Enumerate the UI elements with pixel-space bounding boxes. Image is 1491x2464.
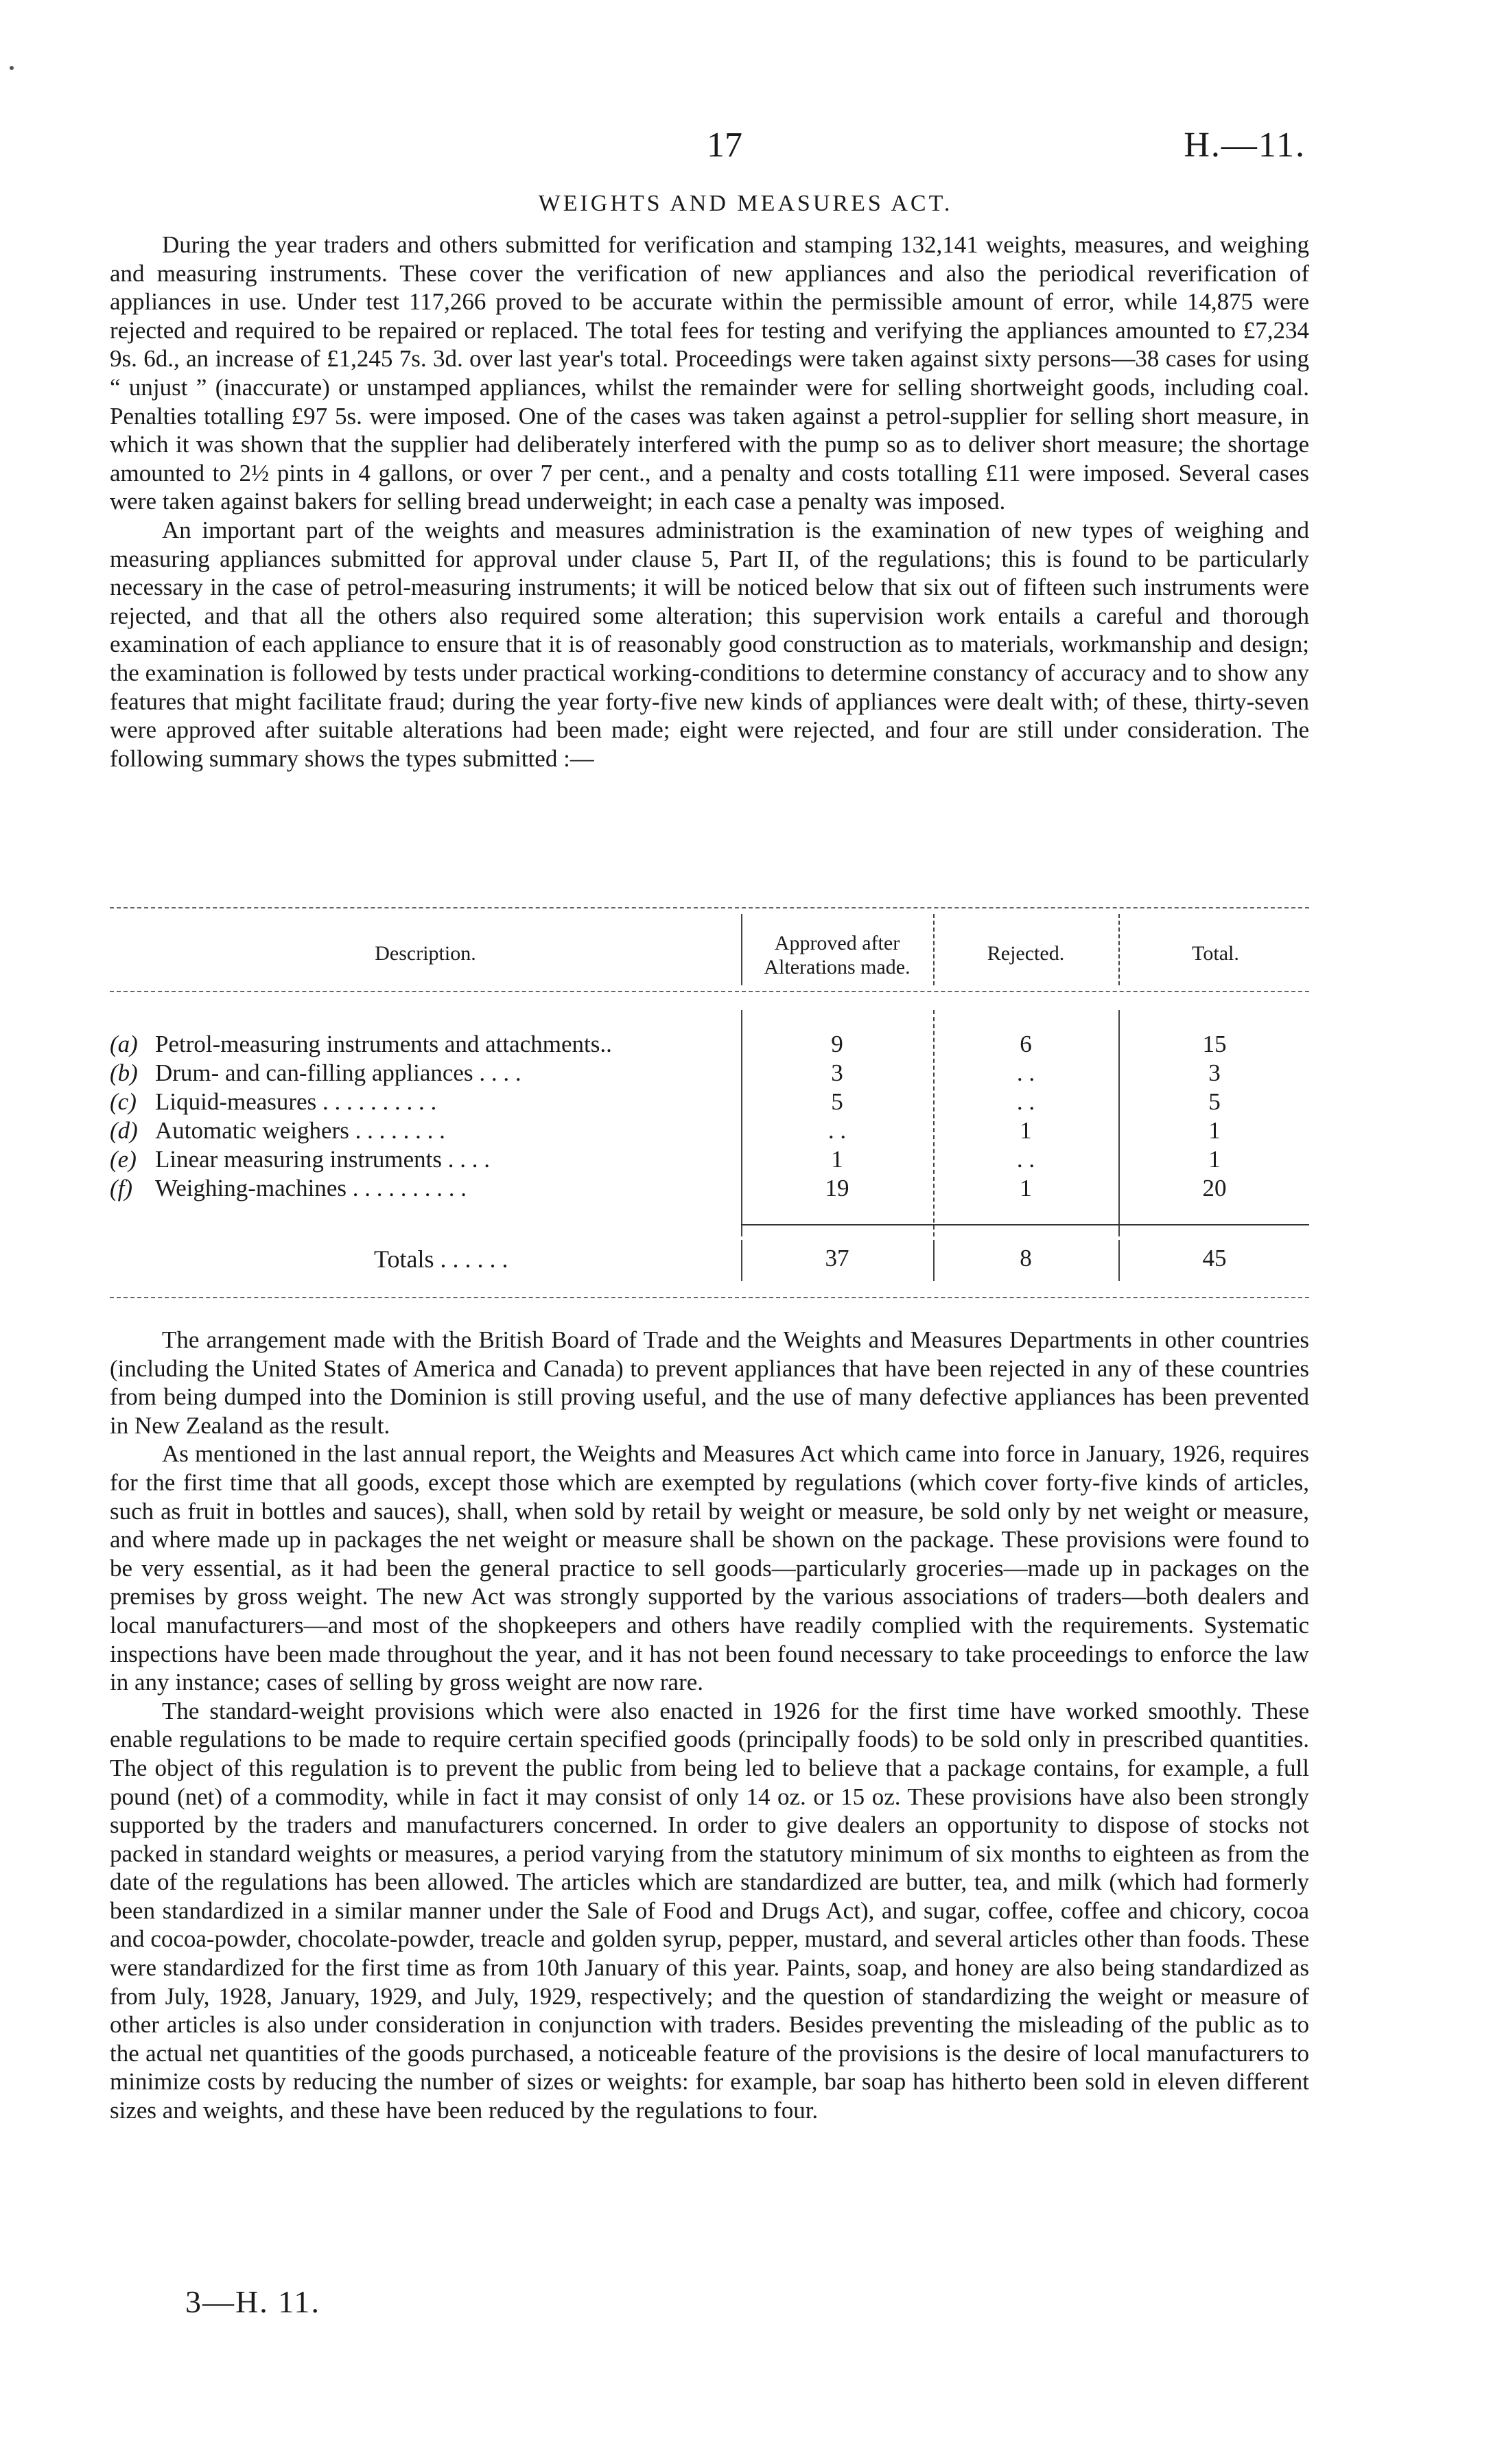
row-total: 3 (1208, 1059, 1221, 1086)
row-approved: 19 (825, 1175, 849, 1201)
paragraph: The standard-weight provisions which were also enacted in 1926 for the first time have worked smoothly. These enable regulations to be made to require certain specified goods (principally foods) to be sold only in prescribed quantities. The object of this regulation is to prevent the public from being led to believe that a package contains, for example, a full pound (net) of a commodity, while in fact it may consist of only 14 oz. or 15 oz. These provisions have also been strongly supported by the traders and manufacturers concerned. In order to give dealers an opportunity to dispose of stocks not packed in standard weights or measures, a period varying from the statutory minimum of six months to eighteen as from the date of the regulations has been allowed. The articles which are standardized are butter, tea, and milk (which had formerly been standardized in a similar manner under the Sale of Food and Drugs Act), and sugar, coffee, coffee and chicory, cocoa and cocoa-powder, chocolate-powder, treacle and golden syrup, pepper, mustard, and several articles other than foods. These were standardized for the first time as from 10th January of this year. Paints, soap, and honey are also being standardized as from July, 1928, January, 1929, and July, 1929, respectively; and the question of standardizing the weight or measure of other articles is also under consideration in conjunction with traders. Besides preventing the misleading of the public as to the actual net quantities of the goods purchased, a noticeable feature of the provisions is the desire of local manufacturers to minimize costs by reducing the number of sizes or weights: for example, bar soap has hitherto been sold in eleven different sizes and weights, and these have been reduced by the regulations to four. (110, 1697, 1309, 2124)
table-row (110, 1146, 1309, 1175)
row-total: 15 (1202, 1031, 1227, 1057)
body-text-top (110, 231, 1309, 773)
row-approved: 5 (831, 1088, 843, 1115)
row-rejected: 1 (1020, 1117, 1032, 1144)
totals-approved: 37 (825, 1245, 849, 1271)
row-description: Drum- and can-filling appliances . . . . (155, 1059, 521, 1086)
signature-mark: 3—H. 11. (185, 2284, 321, 2319)
row-approved: 1 (831, 1146, 843, 1173)
header-approved: Approved after Alterations made. (764, 932, 911, 978)
appliance-summary-table (110, 907, 1309, 1315)
table-bottom-rule (110, 1297, 1309, 1298)
row-description: Linear measuring instruments . . . . (155, 1146, 490, 1173)
paragraph: As mentioned in the last annual report, the Weights and Measures Act which came into force in January, 1926, requires for the first time that all goods, except those which are exempted by regulations (which cover forty-five kinds of articles, such as fruit in bottles and sauces), shall, when sold by retail by weight or measure, be sold only by net weight or measure, and where made up in packages the net weight or measure shall be shown on the package. These provisions were found to be very essential, as it had been the general practice to sell goods—particularly groceries—made up in packages on the premises by gross weight. The new Act was strongly supported by the various associations of traders—both dealers and local manufacturers—and most of the shopkeepers and others have readily complied with the requirements. Systematic inspections have been made throughout the year, and it has not been found necessary to take proceedings to enforce the law in any instance; cases of selling by gross weight are now rare. (110, 1440, 1309, 1696)
row-letter: (e) (110, 1146, 137, 1173)
totals-rejected: 8 (1020, 1245, 1032, 1271)
paragraph: During the year traders and others submitted for verification and stamping 132,141 weights, measures, and weighing and measuring instruments. These cover the verification of new appliances and also the periodical reverification of appliances in use. Under test 117,266 proved to be accurate within the permissible amount of error, while 14,875 were rejected and required to be repaired or replaced. The total fees for testing and verifying the appliances amounted to £7,234 9s. 6d., an increase of £1,245 7s. 3d. over last year's total. Proceedings were taken against sixty persons—38 cases for using “ unjust ” (inaccurate) or unstamped appliances, whilst the remainder were for selling shortweight goods, including coal. Penalties totalling £97 5s. were imposed. One of the cases was taken against a petrol-supplier for selling short measure, in which it was shown that the supplier had deliberately interfered with the pump so as to deliver short measure; the shortage amounted to 2½ pints in 4 gallons, or over 7 per cent., and a penalty and costs totalling £11 were imposed. Several cases were taken against bakers for selling bread underweight; in each case a penalty was imposed. (110, 231, 1309, 515)
row-rejected: 6 (1020, 1031, 1032, 1057)
row-rejected: 1 (1020, 1175, 1032, 1201)
totals-total: 45 (1202, 1245, 1227, 1271)
row-letter: (a) (110, 1031, 138, 1057)
row-total: 1 (1208, 1146, 1221, 1173)
document-reference: H.—11. (1184, 126, 1306, 165)
column-divider (741, 914, 742, 985)
paragraph: The arrangement made with the British Board of Trade and the Weights and Measures Departments in other countries (including the United States of America and Canada) to prevent appliances that have been rejected in any of these countries from being dumped into the Dominion is still proving useful, and the use of many defective appliances has been prevented in New Zealand as the result. (110, 1326, 1309, 1439)
row-description: Petrol-measuring instruments and attachments.. (155, 1031, 612, 1057)
column-divider (933, 914, 935, 985)
table-row (110, 1175, 1309, 1204)
table-row (110, 1059, 1309, 1088)
row-letter: (c) (110, 1088, 137, 1115)
totals-rule (741, 1224, 1309, 1225)
table-top-rule (110, 907, 1309, 908)
row-letter: (d) (110, 1117, 138, 1144)
row-rejected: . . (1016, 1059, 1035, 1086)
row-approved: 9 (831, 1031, 843, 1057)
table-row (110, 1088, 1309, 1117)
margin-speck (10, 66, 14, 70)
row-approved: . . (827, 1117, 847, 1144)
row-total: 1 (1208, 1117, 1221, 1144)
row-letter: (b) (110, 1059, 138, 1086)
header-total: Total. (1192, 942, 1239, 965)
row-approved: 3 (831, 1059, 843, 1086)
row-total: 20 (1202, 1175, 1227, 1201)
totals-row (110, 1245, 1309, 1274)
row-letter: (f) (110, 1175, 133, 1201)
header-bottom-rule (110, 991, 1309, 992)
paragraph: An important part of the weights and measures administration is the examination of new types of weighing and measuring appliances submitted for approval under clause 5, Part II, of the regulations; this is found to be particularly necessary in the case of petrol-measuring instruments; it will be noticed below that six out of fifteen such instruments were rejected, and that all the others also required some alteration; this supervision work entails a careful and thorough examination of each appliance to ensure that it is of reasonably good construction as to materials, workmanship and design; the examination is followed by tests under practical working-conditions to determine constancy of accuracy and to show any features that might facilitate fraud; during the year forty-five new kinds of appliances were dealt with; of these, thirty-seven were approved after suitable alterations had been made; eight were rejected, and four are still under consideration. The following summary shows the types submitted :— (110, 516, 1309, 772)
row-rejected: . . (1016, 1146, 1035, 1173)
totals-label: Totals . . . . . . (374, 1245, 508, 1273)
row-description: Automatic weighers . . . . . . . . (155, 1117, 445, 1144)
header-description: Description. (375, 942, 476, 965)
body-text-bottom (110, 1326, 1309, 2125)
row-description: Liquid-measures . . . . . . . . . . (155, 1088, 437, 1115)
section-title: WEIGHTS AND MEASURES ACT. (538, 191, 953, 216)
row-total: 5 (1208, 1088, 1221, 1115)
table-row (110, 1031, 1309, 1059)
page-header (0, 117, 1491, 172)
row-rejected: . . (1016, 1088, 1035, 1115)
column-divider (1118, 914, 1120, 985)
header-rejected: Rejected. (987, 942, 1065, 965)
page-number: 17 (707, 126, 742, 165)
table-row (110, 1117, 1309, 1146)
row-description: Weighing-machines . . . . . . . . . . (155, 1175, 467, 1201)
